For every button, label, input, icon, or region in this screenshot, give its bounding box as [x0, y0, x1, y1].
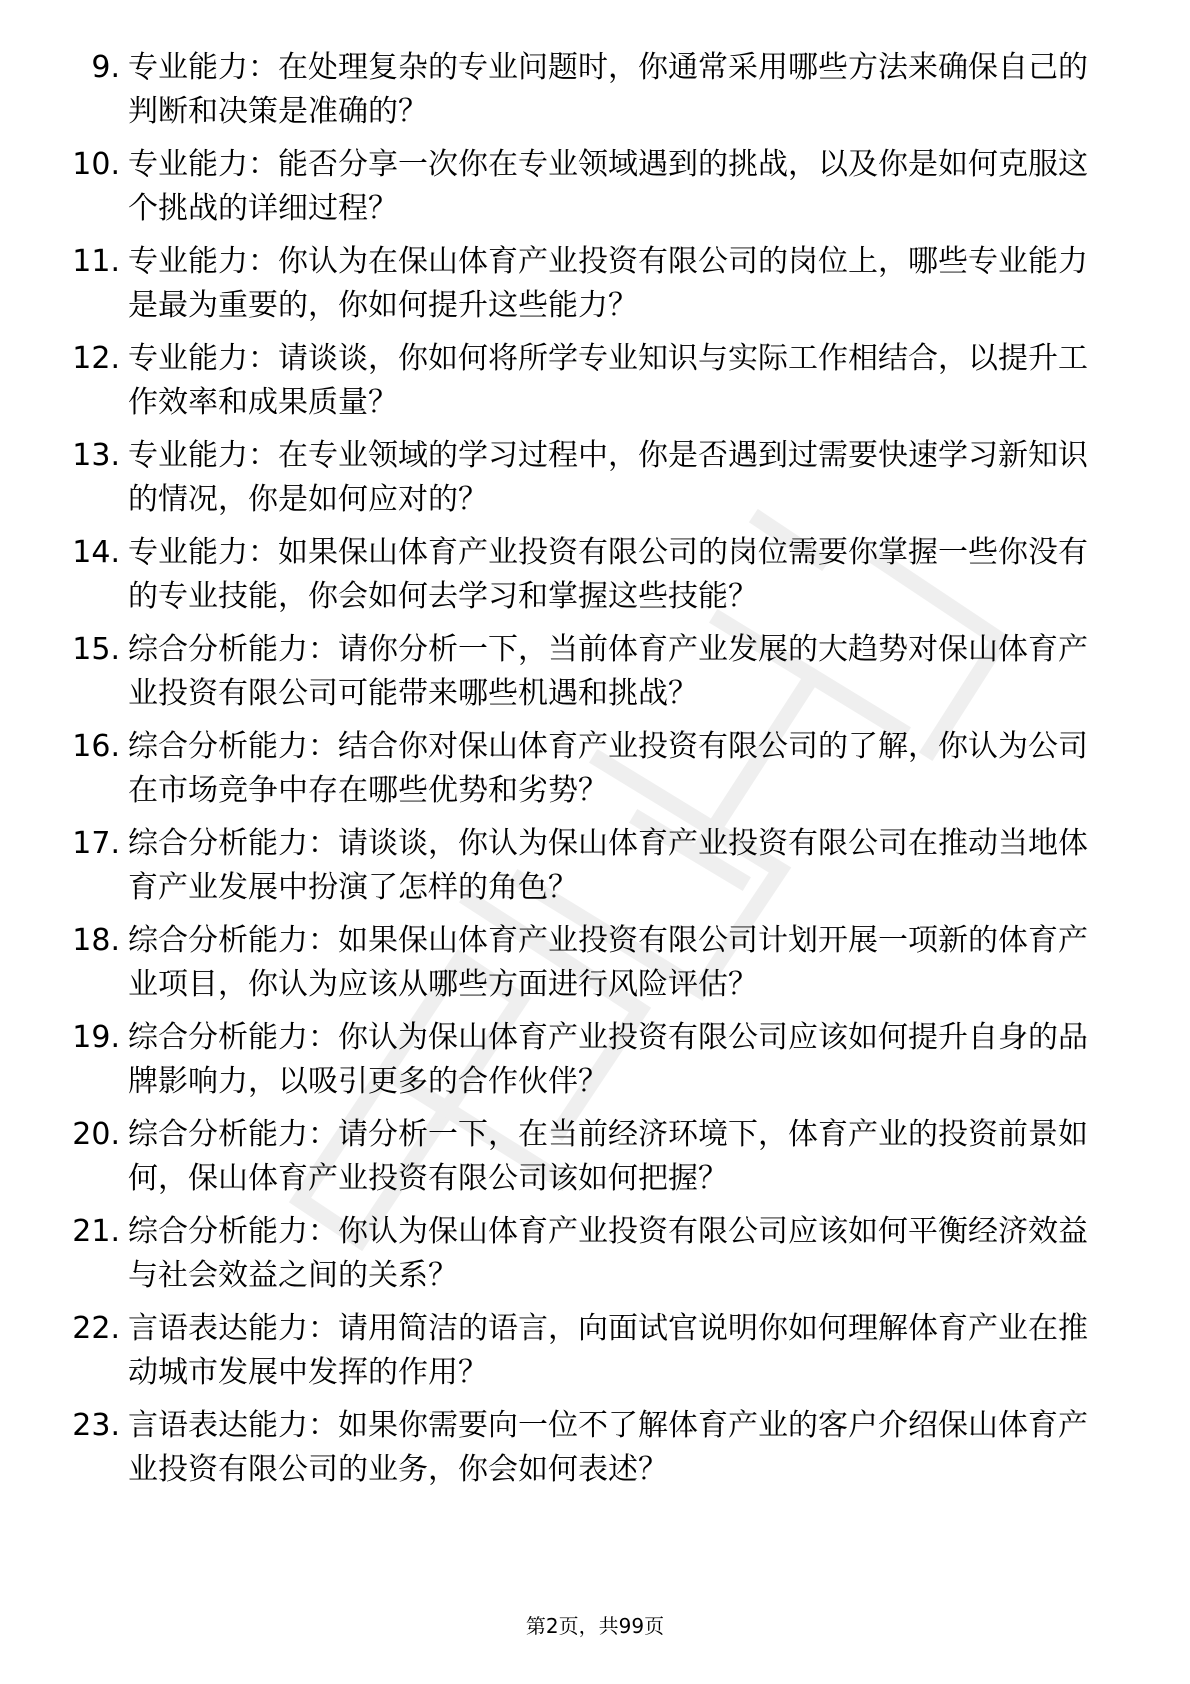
list-item [0, 1307, 1190, 1404]
list-item [0, 1210, 1190, 1307]
question-number: 14. [72, 535, 120, 570]
list-item [0, 628, 1190, 725]
question-text: 专业能力：在专业领域的学习过程中，你是否遇到过需要快速学习新知识的情况，你是如何应对的？ [128, 438, 1088, 517]
question-number: 19. [72, 1020, 120, 1055]
question-number: 16. [72, 729, 120, 764]
question-number: 17. [72, 826, 120, 861]
page-footer: 第2页，共99页 [525, 1614, 665, 1638]
question-text: 专业能力：你认为在保山体育产业投资有限公司的岗位上，哪些专业能力是最为重要的，你如何提升这些能力？ [128, 244, 1088, 323]
question-text: 综合分析能力：请分析一下，在当前经济环境下，体育产业的投资前景如何，保山体育产业投资有限公司该如何把握？ [128, 1117, 1088, 1196]
question-text: 综合分析能力：请你分析一下，当前体育产业发展的大趋势对保山体育产业投资有限公司可能带来哪些机遇和挑战？ [128, 632, 1088, 711]
list-item [0, 240, 1190, 337]
question-text: 专业能力：能否分享一次你在专业领域遇到的挑战，以及你是如何克服这个挑战的详细过程？ [128, 147, 1088, 226]
question-list [0, 46, 1190, 1501]
list-item [0, 725, 1190, 822]
question-number: 13. [72, 438, 120, 473]
question-number: 9. [91, 50, 120, 85]
list-item [0, 337, 1190, 434]
question-text: 综合分析能力：结合你对保山体育产业投资有限公司的了解，你认为公司在市场竞争中存在哪些优势和劣势？ [128, 729, 1088, 808]
question-number: 15. [72, 632, 120, 667]
question-number: 23. [72, 1408, 120, 1443]
question-text: 专业能力：请谈谈，你如何将所学专业知识与实际工作相结合，以提升工作效率和成果质量？ [128, 341, 1088, 420]
question-text: 言语表达能力：请用简洁的语言，向面试官说明你如何理解体育产业在推动城市发展中发挥的作用？ [128, 1311, 1088, 1390]
list-item [0, 1113, 1190, 1210]
question-number: 11. [72, 244, 120, 279]
list-item [0, 1404, 1190, 1501]
question-text: 综合分析能力：如果保山体育产业投资有限公司计划开展一项新的体育产业项目，你认为应该从哪些方面进行风险评估？ [128, 923, 1088, 1002]
question-text: 专业能力：在处理复杂的专业问题时，你通常采用哪些方法来确保自己的判断和决策是准确的？ [128, 50, 1088, 129]
question-text: 言语表达能力：如果你需要向一位不了解体育产业的客户介绍保山体育产业投资有限公司的业务，你会如何表述？ [128, 1408, 1088, 1487]
question-text: 专业能力：如果保山体育产业投资有限公司的岗位需要你掌握一些你没有的专业技能，你会如何去学习和掌握这些技能？ [128, 535, 1088, 614]
list-item [0, 46, 1190, 143]
question-number: 22. [72, 1311, 120, 1346]
list-item [0, 143, 1190, 240]
list-item [0, 1016, 1190, 1113]
question-text: 综合分析能力：你认为保山体育产业投资有限公司应该如何提升自身的品牌影响力，以吸引更多的合作伙伴？ [128, 1020, 1088, 1099]
list-item [0, 919, 1190, 1016]
question-text: 综合分析能力：你认为保山体育产业投资有限公司应该如何平衡经济效益与社会效益之间的关系？ [128, 1214, 1088, 1293]
question-number: 10. [72, 147, 120, 182]
question-number: 12. [72, 341, 120, 376]
question-number: 20. [72, 1117, 120, 1152]
list-item [0, 531, 1190, 628]
list-item [0, 434, 1190, 531]
question-text: 综合分析能力：请谈谈，你认为保山体育产业投资有限公司在推动当地体育产业发展中扮演了怎样的角色？ [128, 826, 1088, 905]
list-item [0, 822, 1190, 919]
question-number: 18. [72, 923, 120, 958]
question-number: 21. [72, 1214, 120, 1249]
